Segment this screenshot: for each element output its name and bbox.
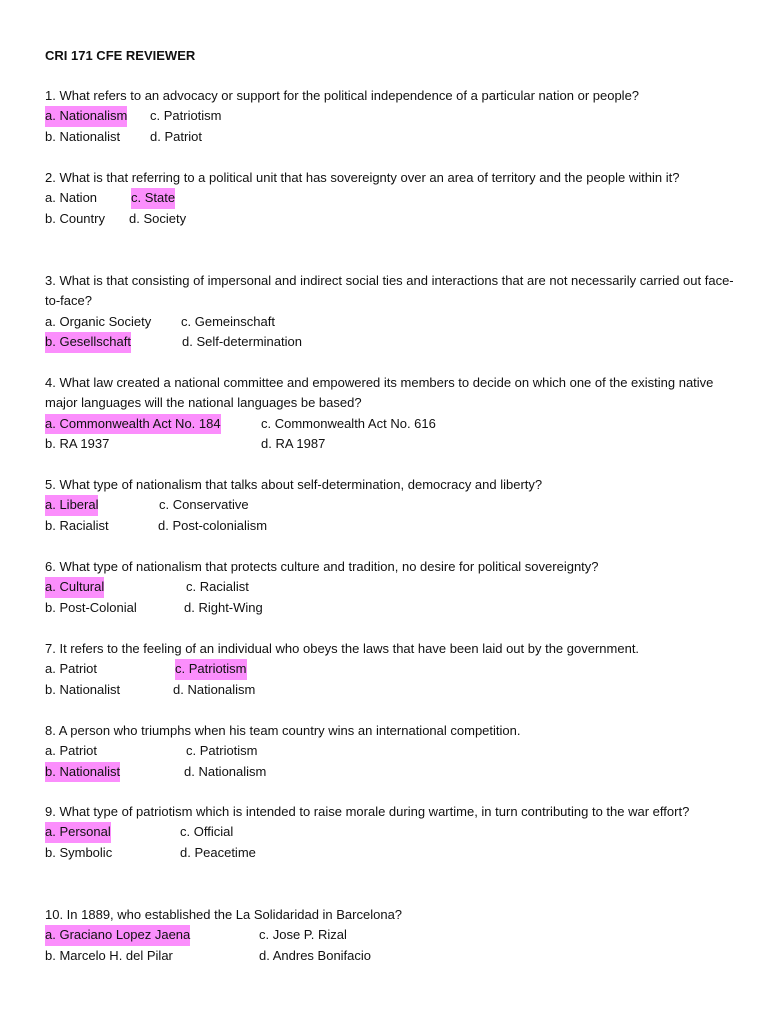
question-block (45, 721, 735, 782)
question-block (45, 168, 735, 229)
options-row (45, 741, 735, 761)
option-d: d. Self-determination (182, 334, 302, 350)
option-d: d. RA 1987 (261, 436, 326, 452)
question-text: 3. What is that consisting of impersonal and indirect social ties and interactions that are not necessarily carried out face-to-face? (45, 273, 734, 309)
question-block (45, 905, 735, 966)
option-d: d. Society (129, 210, 187, 226)
options-row (45, 822, 735, 842)
option-b: b. Racialist (45, 517, 109, 533)
option-a: a. Nation (45, 190, 98, 206)
options-row (45, 209, 735, 229)
question-text: 4. What law created a national committee and empowered its members to decide on which one of the existing native major languages will the national languages be based? (45, 375, 714, 411)
option-b: b. Nationalist (45, 681, 121, 697)
options-row (45, 414, 735, 434)
question-block (45, 86, 735, 147)
options-row (45, 680, 735, 700)
question-block (45, 271, 735, 353)
question-block (45, 557, 735, 618)
question-block (45, 475, 735, 536)
options-row (45, 495, 735, 515)
options-row (45, 312, 735, 332)
option-c: c. Jose P. Rizal (259, 927, 347, 943)
options-row (45, 598, 735, 618)
question-block (45, 639, 735, 700)
options-row (45, 762, 735, 782)
option-c-answer: c. State (131, 188, 175, 208)
option-b: b. Country (45, 210, 105, 226)
option-a: a. Organic Society (45, 313, 152, 329)
option-b: b. RA 1937 (45, 436, 110, 452)
option-a-answer: a. Liberal (45, 495, 98, 515)
option-a-answer: a. Commonwealth Act No. 184 (45, 414, 221, 434)
option-d: d. Andres Bonifacio (259, 947, 372, 963)
question-block (45, 802, 735, 863)
option-b-answer: b. Nationalist (45, 762, 120, 782)
option-c-answer: c. Patriotism (175, 659, 247, 679)
options-row (45, 188, 735, 208)
option-c: c. Patriotism (150, 108, 222, 124)
option-a-answer: a. Nationalism (45, 106, 127, 126)
option-b: b. Nationalist (45, 128, 121, 144)
question-text: 8. A person who triumphs when his team country wins an international competition. (45, 723, 521, 738)
option-c: c. Racialist (186, 579, 249, 595)
option-b-answer: b. Gesellschaft (45, 332, 131, 352)
option-b: b. Post-Colonial (45, 599, 137, 615)
option-a-answer: a. Graciano Lopez Jaena (45, 925, 190, 945)
option-c: c. Gemeinschaft (181, 313, 275, 329)
question-block (45, 373, 735, 455)
question-text: 7. It refers to the feeling of an individual who obeys the laws that have been laid out by the government. (45, 641, 640, 656)
option-c: c. Patriotism (186, 743, 258, 759)
option-d: d. Right-Wing (184, 599, 263, 615)
option-c: c. Commonwealth Act No. 616 (261, 415, 436, 431)
options-row (45, 106, 735, 126)
options-row (45, 843, 735, 863)
option-d: d. Nationalism (173, 681, 256, 697)
option-d: d. Nationalism (184, 763, 267, 779)
options-row (45, 516, 735, 536)
question-text: 6. What type of nationalism that protects culture and tradition, no desire for political sovereignty? (45, 559, 599, 574)
options-row (45, 577, 735, 597)
option-a-answer: a. Personal (45, 822, 111, 842)
option-c: c. Conservative (159, 497, 249, 513)
options-row (45, 332, 735, 352)
option-a: a. Patriot (45, 743, 98, 759)
options-row (45, 127, 735, 147)
options-row (45, 946, 735, 966)
option-d: d. Post-colonialism (158, 517, 268, 533)
option-d: d. Peacetime (180, 844, 256, 860)
options-row (45, 659, 735, 679)
question-text: 5. What type of nationalism that talks about self-determination, democracy and liberty? (45, 477, 543, 492)
question-text: 9. What type of patriotism which is intended to raise morale during wartime, in turn contributing to the war effort? (45, 804, 690, 819)
question-text: 1. What refers to an advocacy or support for the political independence of a particular nation or people? (45, 88, 640, 103)
option-b: b. Symbolic (45, 844, 113, 860)
question-text: 2. What is that referring to a political unit that has sovereignty over an area of territory and the people within it? (45, 170, 680, 185)
option-a-answer: a. Cultural (45, 577, 104, 597)
option-c: c. Official (180, 824, 234, 840)
option-a: a. Patriot (45, 661, 98, 677)
options-row (45, 925, 735, 945)
page-title: CRI 171 CFE REVIEWER (45, 48, 196, 63)
question-text: 10. In 1889, who established the La Solidaridad in Barcelona? (45, 907, 403, 922)
option-d: d. Patriot (150, 128, 203, 144)
option-b: b. Marcelo H. del Pilar (45, 947, 173, 963)
options-row (45, 434, 735, 454)
